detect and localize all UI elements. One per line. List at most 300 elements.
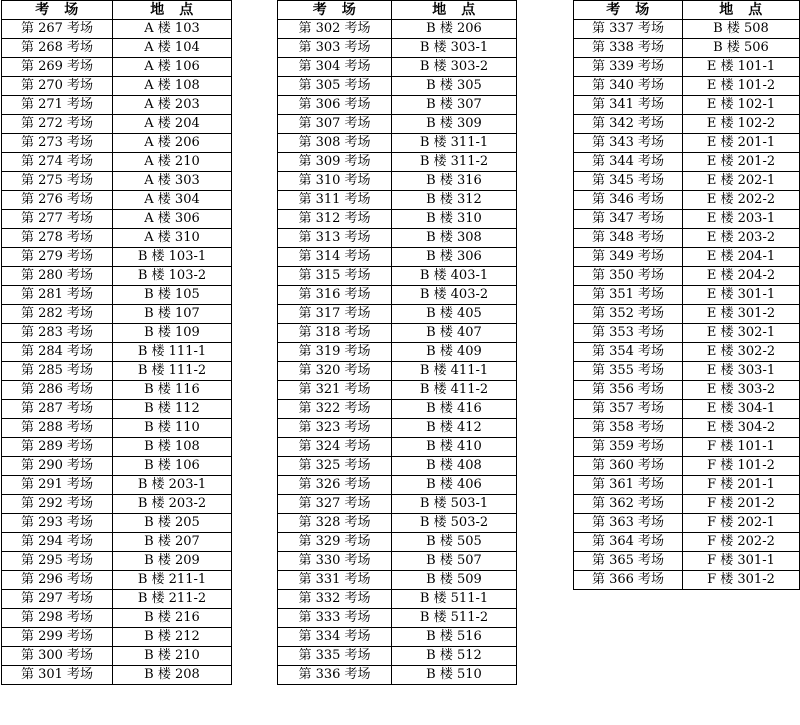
table-row [2, 514, 232, 533]
table-row [278, 533, 517, 552]
table-row [574, 400, 800, 419]
exam-room-cell: 第 360 考场 [574, 457, 683, 476]
location-cell: B 楼 507 [392, 552, 517, 571]
table-row [2, 153, 232, 172]
location-cell: B 楼 303-2 [392, 58, 517, 77]
table-row [2, 305, 232, 324]
location-cell: A 楼 108 [113, 77, 232, 96]
exam-room-cell: 第 345 考场 [574, 172, 683, 191]
table-row [278, 362, 517, 381]
table-header-row [574, 1, 800, 20]
exam-room-cell: 第 279 考场 [2, 248, 113, 267]
exam-room-cell: 第 300 考场 [2, 647, 113, 666]
location-cell: B 楼 416 [392, 400, 517, 419]
table-row [2, 77, 232, 96]
table-row [574, 514, 800, 533]
exam-room-cell: 第 328 考场 [278, 514, 392, 533]
location-cell: B 楼 508 [683, 20, 800, 39]
location-cell: B 楼 503-2 [392, 514, 517, 533]
table-row [574, 58, 800, 77]
table-row [2, 172, 232, 191]
location-cell: F 楼 202-1 [683, 514, 800, 533]
table-row [574, 457, 800, 476]
location-cell: E 楼 203-1 [683, 210, 800, 229]
location-cell: B 楼 516 [392, 628, 517, 647]
exam-room-cell: 第 366 考场 [574, 571, 683, 590]
location-cell: B 楼 410 [392, 438, 517, 457]
exam-room-cell: 第 277 考场 [2, 210, 113, 229]
location-cell: B 楼 403-2 [392, 286, 517, 305]
table-row [278, 248, 517, 267]
location-cell: F 楼 201-1 [683, 476, 800, 495]
table-row [574, 96, 800, 115]
table-row [574, 438, 800, 457]
table-row [2, 438, 232, 457]
table-row [2, 39, 232, 58]
exam-room-cell: 第 301 考场 [2, 666, 113, 685]
exam-room-cell: 第 316 考场 [278, 286, 392, 305]
exam-room-cell: 第 323 考场 [278, 419, 392, 438]
table-header-row [2, 1, 232, 20]
exam-room-cell: 第 281 考场 [2, 286, 113, 305]
table-row [278, 609, 517, 628]
exam-room-cell: 第 290 考场 [2, 457, 113, 476]
table-row [278, 134, 517, 153]
table-row [574, 153, 800, 172]
exam-room-cell: 第 364 考场 [574, 533, 683, 552]
location-cell: B 楼 307 [392, 96, 517, 115]
location-cell: B 楼 110 [113, 419, 232, 438]
exam-room-cell: 第 296 考场 [2, 571, 113, 590]
location-cell: A 楼 104 [113, 39, 232, 58]
location-cell: E 楼 302-1 [683, 324, 800, 343]
table-row [278, 58, 517, 77]
location-cell: E 楼 204-1 [683, 248, 800, 267]
location-cell: A 楼 206 [113, 134, 232, 153]
location-cell: B 楼 116 [113, 381, 232, 400]
table-row [278, 267, 517, 286]
table-row [2, 115, 232, 134]
exam-room-cell: 第 299 考场 [2, 628, 113, 647]
table-row [278, 419, 517, 438]
table-row [278, 343, 517, 362]
location-cell: B 楼 103-2 [113, 267, 232, 286]
exam-room-cell: 第 362 考场 [574, 495, 683, 514]
exam-room-cell: 第 340 考场 [574, 77, 683, 96]
location-cell: B 楼 211-1 [113, 571, 232, 590]
location-cell: B 楼 305 [392, 77, 517, 96]
table-row [2, 533, 232, 552]
exam-room-cell: 第 318 考场 [278, 324, 392, 343]
table-row [574, 77, 800, 96]
exam-room-cell: 第 271 考场 [2, 96, 113, 115]
exam-room-cell: 第 336 考场 [278, 666, 392, 685]
location-cell: B 楼 212 [113, 628, 232, 647]
table-row [2, 324, 232, 343]
location-cell: B 楼 207 [113, 533, 232, 552]
location-cell: B 楼 509 [392, 571, 517, 590]
table-row [574, 381, 800, 400]
exam-room-cell: 第 330 考场 [278, 552, 392, 571]
exam-room-cell: 第 349 考场 [574, 248, 683, 267]
location-cell: B 楼 409 [392, 343, 517, 362]
location-cell: B 楼 503-1 [392, 495, 517, 514]
table-row [574, 533, 800, 552]
exam-room-cell: 第 295 考场 [2, 552, 113, 571]
exam-room-cell: 第 331 考场 [278, 571, 392, 590]
location-cell: E 楼 102-2 [683, 115, 800, 134]
location-cell: B 楼 512 [392, 647, 517, 666]
table-row [278, 115, 517, 134]
exam-room-cell: 第 278 考场 [2, 229, 113, 248]
location-cell: B 楼 303-1 [392, 39, 517, 58]
table-row [278, 96, 517, 115]
table-row [574, 191, 800, 210]
table-row [574, 134, 800, 153]
location-column-header: 地 点 [392, 1, 517, 20]
table-row [278, 590, 517, 609]
location-cell: B 楼 203-1 [113, 476, 232, 495]
exam-room-cell: 第 267 考场 [2, 20, 113, 39]
table-row [278, 628, 517, 647]
location-cell: E 楼 301-2 [683, 305, 800, 324]
exam-room-cell: 第 282 考场 [2, 305, 113, 324]
location-cell: B 楼 412 [392, 419, 517, 438]
location-cell: B 楼 511-2 [392, 609, 517, 628]
location-cell: B 楼 310 [392, 210, 517, 229]
table-row [278, 20, 517, 39]
location-cell: B 楼 108 [113, 438, 232, 457]
location-cell: B 楼 510 [392, 666, 517, 685]
location-cell: F 楼 301-2 [683, 571, 800, 590]
location-cell: A 楼 204 [113, 115, 232, 134]
room-column-header: 考 场 [574, 1, 683, 20]
room-column-header: 考 场 [278, 1, 392, 20]
exam-room-cell: 第 337 考场 [574, 20, 683, 39]
exam-room-cell: 第 286 考场 [2, 381, 113, 400]
exam-room-cell: 第 358 考场 [574, 419, 683, 438]
location-cell: E 楼 304-2 [683, 419, 800, 438]
exam-room-cell: 第 327 考场 [278, 495, 392, 514]
exam-room-cell: 第 334 考场 [278, 628, 392, 647]
exam-room-cell: 第 298 考场 [2, 609, 113, 628]
location-cell: F 楼 201-2 [683, 495, 800, 514]
table-row [278, 305, 517, 324]
location-cell: B 楼 408 [392, 457, 517, 476]
exam-room-table-3 [573, 0, 800, 590]
exam-room-cell: 第 293 考场 [2, 514, 113, 533]
table-row [2, 96, 232, 115]
exam-room-cell: 第 270 考场 [2, 77, 113, 96]
table-row [574, 229, 800, 248]
exam-room-cell: 第 294 考场 [2, 533, 113, 552]
exam-room-cell: 第 353 考场 [574, 324, 683, 343]
table-row [278, 514, 517, 533]
table-row [278, 172, 517, 191]
exam-room-cell: 第 321 考场 [278, 381, 392, 400]
table-row [2, 457, 232, 476]
table-row [278, 495, 517, 514]
table-row [574, 172, 800, 191]
exam-room-cell: 第 333 考场 [278, 609, 392, 628]
exam-room-cell: 第 306 考场 [278, 96, 392, 115]
table-row [2, 267, 232, 286]
location-cell: B 楼 203-2 [113, 495, 232, 514]
exam-room-cell: 第 309 考场 [278, 153, 392, 172]
location-cell: F 楼 101-2 [683, 457, 800, 476]
location-cell: B 楼 403-1 [392, 267, 517, 286]
location-cell: A 楼 210 [113, 153, 232, 172]
location-cell: E 楼 302-2 [683, 343, 800, 362]
exam-room-cell: 第 313 考场 [278, 229, 392, 248]
exam-room-cell: 第 363 考场 [574, 514, 683, 533]
table-row [574, 476, 800, 495]
exam-room-cell: 第 307 考场 [278, 115, 392, 134]
table-row [2, 286, 232, 305]
exam-room-cell: 第 359 考场 [574, 438, 683, 457]
location-cell: A 楼 304 [113, 191, 232, 210]
table-row [574, 267, 800, 286]
location-cell: A 楼 306 [113, 210, 232, 229]
exam-room-cell: 第 341 考场 [574, 96, 683, 115]
exam-room-cell: 第 272 考场 [2, 115, 113, 134]
exam-room-table-2 [277, 0, 517, 685]
exam-room-cell: 第 314 考场 [278, 248, 392, 267]
location-cell: E 楼 202-2 [683, 191, 800, 210]
table-row [278, 229, 517, 248]
table-row [2, 552, 232, 571]
table-row [574, 571, 800, 590]
exam-room-cell: 第 347 考场 [574, 210, 683, 229]
location-cell: F 楼 301-1 [683, 552, 800, 571]
table-row [278, 286, 517, 305]
exam-room-cell: 第 355 考场 [574, 362, 683, 381]
table-row [278, 191, 517, 210]
exam-room-cell: 第 305 考场 [278, 77, 392, 96]
exam-room-cell: 第 325 考场 [278, 457, 392, 476]
exam-room-cell: 第 344 考场 [574, 153, 683, 172]
location-cell: B 楼 505 [392, 533, 517, 552]
exam-room-cell: 第 356 考场 [574, 381, 683, 400]
exam-room-cell: 第 350 考场 [574, 267, 683, 286]
table-row [278, 153, 517, 172]
table-row [574, 495, 800, 514]
exam-room-cell: 第 275 考场 [2, 172, 113, 191]
table-row [2, 134, 232, 153]
table-row [574, 210, 800, 229]
location-cell: E 楼 201-1 [683, 134, 800, 153]
location-cell: B 楼 103-1 [113, 248, 232, 267]
table-row [278, 210, 517, 229]
exam-room-cell: 第 287 考场 [2, 400, 113, 419]
exam-room-cell: 第 285 考场 [2, 362, 113, 381]
exam-room-cell: 第 351 考场 [574, 286, 683, 305]
location-cell: E 楼 102-1 [683, 96, 800, 115]
exam-room-cell: 第 348 考场 [574, 229, 683, 248]
table-row [2, 229, 232, 248]
location-cell: B 楼 112 [113, 400, 232, 419]
exam-room-cell: 第 315 考场 [278, 267, 392, 286]
location-cell: B 楼 216 [113, 609, 232, 628]
location-cell: B 楼 111-2 [113, 362, 232, 381]
location-cell: B 楼 406 [392, 476, 517, 495]
table-row [278, 552, 517, 571]
exam-room-cell: 第 302 考场 [278, 20, 392, 39]
table-row [2, 419, 232, 438]
location-cell: B 楼 311-1 [392, 134, 517, 153]
location-cell: B 楼 405 [392, 305, 517, 324]
table-row [278, 647, 517, 666]
location-cell: E 楼 301-1 [683, 286, 800, 305]
table-row [2, 343, 232, 362]
exam-room-table-1 [1, 0, 232, 685]
exam-room-cell: 第 284 考场 [2, 343, 113, 362]
exam-room-cell: 第 304 考场 [278, 58, 392, 77]
table-row [574, 248, 800, 267]
location-cell: E 楼 304-1 [683, 400, 800, 419]
location-cell: B 楼 411-2 [392, 381, 517, 400]
exam-room-cell: 第 346 考场 [574, 191, 683, 210]
location-cell: A 楼 106 [113, 58, 232, 77]
table-row [574, 39, 800, 58]
table-row [278, 381, 517, 400]
table-row [2, 20, 232, 39]
location-cell: B 楼 107 [113, 305, 232, 324]
room-column-header: 考 场 [2, 1, 113, 20]
table-row [574, 324, 800, 343]
location-cell: B 楼 205 [113, 514, 232, 533]
table-row [278, 39, 517, 58]
table-row [574, 115, 800, 134]
table-row [278, 666, 517, 685]
exam-room-cell: 第 273 考场 [2, 134, 113, 153]
exam-room-cell: 第 276 考场 [2, 191, 113, 210]
exam-room-cell: 第 365 考场 [574, 552, 683, 571]
location-cell: B 楼 209 [113, 552, 232, 571]
table-row [2, 590, 232, 609]
exam-room-cell: 第 352 考场 [574, 305, 683, 324]
table-row [574, 419, 800, 438]
exam-room-cell: 第 320 考场 [278, 362, 392, 381]
table-row [2, 248, 232, 267]
location-cell: B 楼 206 [392, 20, 517, 39]
location-cell: B 楼 309 [392, 115, 517, 134]
location-cell: E 楼 101-2 [683, 77, 800, 96]
table-row [574, 20, 800, 39]
table-row [2, 647, 232, 666]
location-cell: B 楼 210 [113, 647, 232, 666]
table-header-row [278, 1, 517, 20]
table-row [574, 552, 800, 571]
table-row [574, 286, 800, 305]
table-row [278, 324, 517, 343]
table-row [278, 77, 517, 96]
location-cell: E 楼 303-2 [683, 381, 800, 400]
exam-room-cell: 第 343 考场 [574, 134, 683, 153]
location-column-header: 地 点 [683, 1, 800, 20]
location-cell: B 楼 208 [113, 666, 232, 685]
table-row [278, 457, 517, 476]
exam-room-cell: 第 280 考场 [2, 267, 113, 286]
location-cell: E 楼 202-1 [683, 172, 800, 191]
location-cell: B 楼 308 [392, 229, 517, 248]
table-row [2, 571, 232, 590]
table-row [2, 476, 232, 495]
table-row [2, 191, 232, 210]
table-row [2, 381, 232, 400]
table-row [574, 305, 800, 324]
location-cell: B 楼 511-1 [392, 590, 517, 609]
location-cell: B 楼 306 [392, 248, 517, 267]
exam-room-cell: 第 335 考场 [278, 647, 392, 666]
table-row [2, 628, 232, 647]
table-row [2, 609, 232, 628]
exam-room-cell: 第 326 考场 [278, 476, 392, 495]
table-row [278, 400, 517, 419]
location-cell: F 楼 101-1 [683, 438, 800, 457]
exam-room-cell: 第 319 考场 [278, 343, 392, 362]
location-cell: B 楼 311-2 [392, 153, 517, 172]
exam-room-cell: 第 308 考场 [278, 134, 392, 153]
exam-room-cell: 第 310 考场 [278, 172, 392, 191]
location-cell: E 楼 204-2 [683, 267, 800, 286]
exam-room-cell: 第 311 考场 [278, 191, 392, 210]
exam-room-cell: 第 291 考场 [2, 476, 113, 495]
table-row [278, 476, 517, 495]
location-cell: B 楼 312 [392, 191, 517, 210]
exam-room-cell: 第 269 考场 [2, 58, 113, 77]
exam-room-cell: 第 338 考场 [574, 39, 683, 58]
location-column-header: 地 点 [113, 1, 232, 20]
location-cell: E 楼 303-1 [683, 362, 800, 381]
table-row [278, 571, 517, 590]
location-cell: B 楼 111-1 [113, 343, 232, 362]
table-row [278, 438, 517, 457]
location-cell: B 楼 105 [113, 286, 232, 305]
exam-room-cell: 第 322 考场 [278, 400, 392, 419]
location-cell: B 楼 109 [113, 324, 232, 343]
location-cell: A 楼 103 [113, 20, 232, 39]
exam-room-cell: 第 283 考场 [2, 324, 113, 343]
location-cell: B 楼 407 [392, 324, 517, 343]
location-cell: E 楼 101-1 [683, 58, 800, 77]
exam-room-cell: 第 289 考场 [2, 438, 113, 457]
location-cell: A 楼 203 [113, 96, 232, 115]
exam-room-cell: 第 329 考场 [278, 533, 392, 552]
exam-room-cell: 第 317 考场 [278, 305, 392, 324]
location-cell: A 楼 310 [113, 229, 232, 248]
table-row [2, 210, 232, 229]
table-row [2, 400, 232, 419]
exam-room-cell: 第 303 考场 [278, 39, 392, 58]
table-row [2, 495, 232, 514]
location-cell: B 楼 211-2 [113, 590, 232, 609]
exam-room-cell: 第 342 考场 [574, 115, 683, 134]
table-row [2, 362, 232, 381]
exam-room-cell: 第 324 考场 [278, 438, 392, 457]
exam-room-cell: 第 339 考场 [574, 58, 683, 77]
table-row [574, 343, 800, 362]
exam-room-cell: 第 274 考场 [2, 153, 113, 172]
exam-room-cell: 第 354 考场 [574, 343, 683, 362]
exam-room-cell: 第 292 考场 [2, 495, 113, 514]
location-cell: E 楼 203-2 [683, 229, 800, 248]
location-cell: F 楼 202-2 [683, 533, 800, 552]
location-cell: E 楼 201-2 [683, 153, 800, 172]
exam-room-cell: 第 312 考场 [278, 210, 392, 229]
location-cell: B 楼 506 [683, 39, 800, 58]
location-cell: A 楼 303 [113, 172, 232, 191]
